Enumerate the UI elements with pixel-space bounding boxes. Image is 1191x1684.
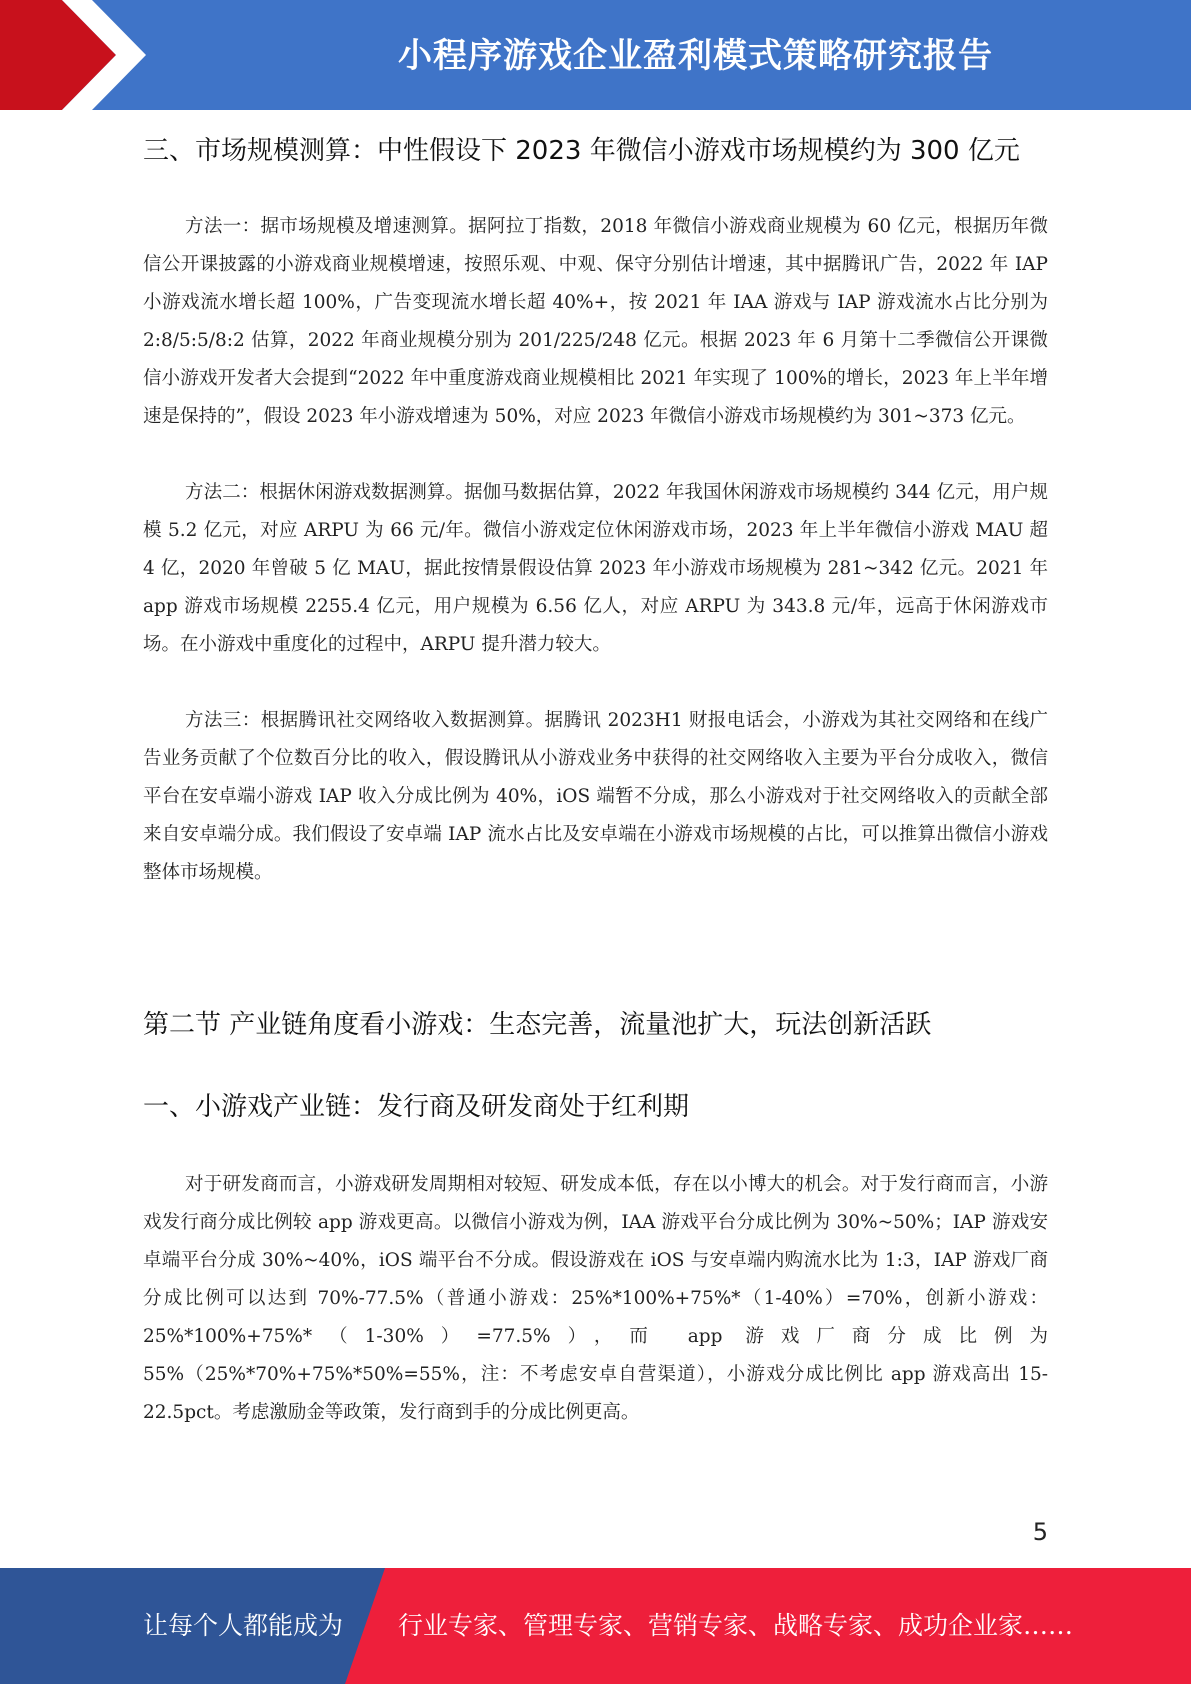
page-header [0,0,1191,110]
market-size-heading: 三、市场规模测算：中性假设下 2023 年微信小游戏市场规模约为 300 亿元 [143,136,1020,166]
main-content [143,130,1048,1432]
section-two-heading: 第二节 产业链角度看小游戏：生态完善，流量池扩大，玩法创新活跃 [143,1010,932,1040]
method-one-paragraph: 方法一：据市场规模及增速测算。据阿拉丁指数，2018 年微信小游戏商业规模为 60 亿元，根据历年微信公开课披露的小游戏商业规模增速，按照乐观、中观、保守分别估计增速，其中据腾讯广告，2022 年 IAP 小游戏流水增长超 100%，广告变现流水增长超 40%+，按 2021 年 IAA 游戏与 IAP 游戏流水占比分别为 2:8/5:5/8:2 估算，2022 年商业规模分别为 201/225/248 亿元。根据 2023 年 6 月第十二季微信公开课微信小游戏开发者大会提到“2022 年中重度游戏商业规模相比 2021 年实现了 100%的增长，2023 年上半年增速是保持的”，假设 2023 年小游戏增速为 50%，对应 2023 年微信小游戏市场规模约为 301~373 亿元。 [143,216,1048,427]
page-number: 5 [1032,1518,1048,1546]
header-arrow-graphic [0,0,240,110]
page-footer [0,1568,1191,1684]
header-title: 小程序游戏企业盈利模式策略研究报告 [398,36,993,76]
industry-chain-paragraph: 对于研发商而言，小游戏研发周期相对较短、研发成本低，存在以小博大的机会。对于发行商而言，小游戏发行商分成比例较 app 游戏更高。以微信小游戏为例，IAA 游戏平台分成比例为 30%~50%；IAP 游戏安卓端平台分成 30%~40%，iOS 端平台不分成。假设游戏在 iOS 与安卓端内购流水比为 1:3，IAP 游戏厂商分成比例可以达到 70%-77.5%（普通小游戏：25%*100%+75%*（1-40%）=70%，创新小游戏：25%*100%+75%*（1-30%）=77.5%），而 app 游戏厂商分成比例为 55%（25%*70%+75%*50%=55%，注：不考虑安卓自营渠道），小游戏分成比例比 app 游戏高出 15-22.5pct。考虑激励金等政策，发行商到手的分成比例更高。 [143,1174,1048,1423]
method-three-paragraph: 方法三：根据腾讯社交网络收入数据测算。据腾讯 2023H1 财报电话会，小游戏为其社交网络和在线广告业务贡献了个位数百分比的收入，假设腾讯从小游戏业务中获得的社交网络收入主要为平台分成收入，微信平台在安卓端小游戏 IAP 收入分成比例为 40%，iOS 端暂不分成，那么小游戏对于社交网络收入的贡献全部来自安卓端分成。我们假设了安卓端 IAP 流水占比及安卓端在小游戏市场规模的占比，可以推算出微信小游戏整体市场规模。 [143,710,1048,883]
industry-chain-heading: 一、小游戏产业链：发行商及研发商处于红利期 [143,1092,690,1122]
footer-slogan-right: 行业专家、管理专家、营销专家、战略专家、成功企业家…… [398,1611,1074,1640]
footer-slogan-left: 让每个人都能成为 [143,1611,344,1640]
method-two-paragraph: 方法二：根据休闲游戏数据测算。据伽马数据估算，2022 年我国休闲游戏市场规模约 344 亿元，用户规模 5.2 亿元，对应 ARPU 为 66 元/年。微信小游戏定位休闲游戏市场，2023 年上半年微信小游戏 MAU 超 4 亿，2020 年曾破 5 亿 MAU，据此按情景假设估算 2023 年小游戏市场规模为 281~342 亿元。2021 年 app 游戏市场规模 2255.4 亿元，用户规模为 6.56 亿人，对应 ARPU 为 343.8 元/年，远高于休闲游戏市场。在小游戏中重度化的过程中，ARPU 提升潜力较大。 [143,482,1048,655]
